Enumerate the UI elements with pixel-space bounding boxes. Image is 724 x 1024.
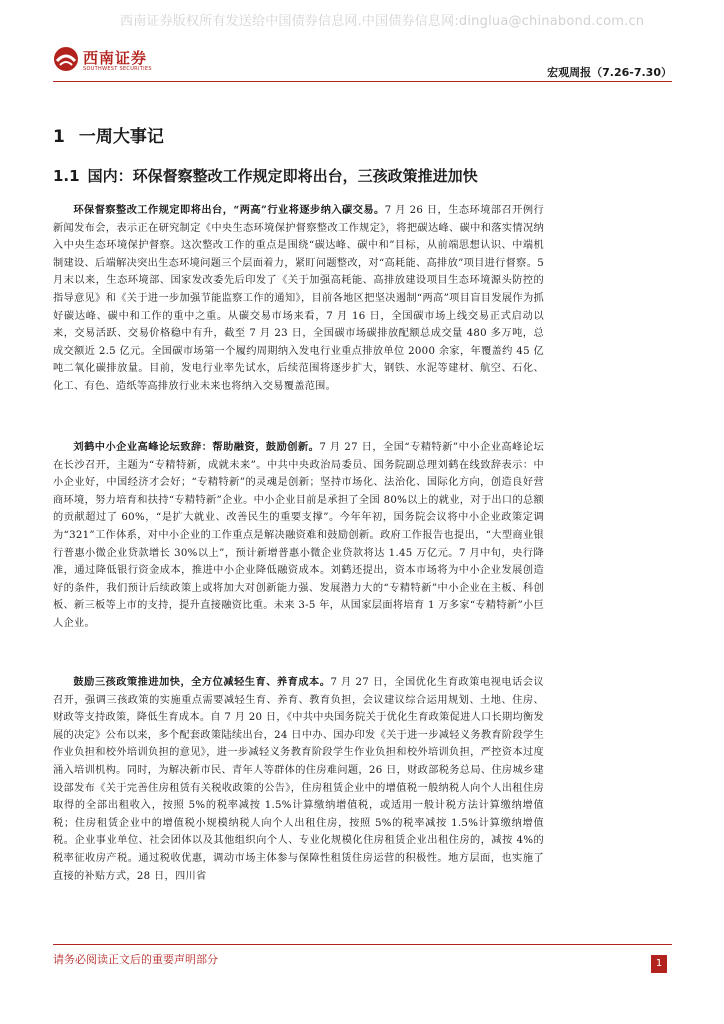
section-title: 一周大事记 bbox=[78, 127, 164, 147]
page-number: 1 bbox=[651, 955, 667, 973]
footer-divider bbox=[53, 944, 672, 945]
paragraph-sme-forum bbox=[53, 439, 544, 633]
brand-logo-icon bbox=[53, 46, 79, 72]
subsection-title: 国内：环保督察整改工作规定即将出台，三孩政策推进加快 bbox=[87, 167, 478, 185]
report-type: 宏观周报（7.26-7.30） bbox=[547, 66, 672, 79]
paragraph-body: 7 月 26 日，生态环境部召开例行新闻发布会，表示正在研究制定《中央生态环境保护督察整改工作规定》，将把碳达峰、碳中和落实情况纳入中央生态环境保护督察。这次整改工作的重点是围绕“碳达峰、碳中和”目标，从前端思想认识、中端机制建设、后端解决突出生态环境问题三个层面着力，紧盯问题整改，对“高耗能、高排放”项目进行督察。5 月末以来，生态环境部、国家发改委先后印发了《关于加强高耗能、高排放建设项目生态环境源头防控的指导意见》和《关于进一步加强节能监察工作的通知》，目前各地区把坚决遏制“两高”项目盲目发展作为抓好碳达峰、碳中和工作的重中之重。从碳交易市场来看，7 月 16 日，全国碳市场上线交易正式启动以来，交易活跃、交易价格稳中有升，截至 7 月 23 日，全国碳市场碳排放配额总成交量 480 多万吨，总成交额近 2.5 亿元。全国碳市场第一个履约周期纳入发电行业重点排放单位 2000 余家，年覆盖约 45 亿吨二氧化碳排放量。目前，发电行业率先试水，后续范围将逐步扩大，钢铁、水泥等建材、航空、石化、化工、有色、造纸等高排放行业未来也将纳入交易覆盖范围。 bbox=[53, 205, 545, 392]
paragraph-lead: 鼓励三孩政策推进加快，全方位减轻生育、养育成本。 bbox=[73, 676, 331, 688]
paragraph-lead: 环保督察整改工作规定即将出台，“两高”行业将逐步纳入碳交易。 bbox=[73, 204, 385, 216]
watermark: 西南证券版权所有发送给中国债券信息网.中国债券信息网:dinglua@chinabond.com.cn bbox=[120, 14, 645, 29]
paragraph-env-inspection bbox=[53, 202, 544, 396]
paragraph-body: 7 月 27 日，全国优化生育政策电视电话会议召开，强调三孩政策的实施重点需要减轻生育、养育、教育负担，会议建议综合运用规划、土地、住房、财政等支持政策，降低生育成本。自 7 月 20 日，《中共中央国务院关于优化生育政策促进人口长期均衡发展的决定》公布以来，多个配套政策陆续出台，24 日中办、国办印发《关于进一步减轻义务教育阶段学生作业负担和校外培训负担的意见》，进一步减轻义务教育阶段学生作业负担和校外培训负担，严控资本过度涌入培训机构。同时，为解决新市民、青年人等群体的住房难问题，26 日，财政部税务总局、住房城乡建设部发布《关于完善住房租赁有关税收政策的公告》，住房租赁企业中的增值税一般纳税人向个人出租住房取得的全部出租收入，按照 5%的税率减按 1.5%计算缴纳增值税，或适用一般计税方法计算缴纳增值税；住房租赁企业中的增值税小规模纳税人向个人出租住房，按照 5%的税率减按 1.5%计算缴纳增值税。企业事业单位、社会团体以及其他组织向个人、专业化规模化住房租赁企业出租住房的，减按 4%的税率征收房产税。通过税收优惠，调动市场主体参与保障性租赁住房运营的积极性。地方层面，也实施了直接的补贴方式，28 日，四川省 bbox=[53, 677, 544, 882]
brand-name-cn: 西南证券 bbox=[83, 49, 148, 67]
paragraph-lead: 刘鹤中小企业高峰论坛致辞：帮助融资，鼓励创新。 bbox=[73, 441, 320, 453]
paragraph-body: 7 月 27 日，全国“专精特新”中小企业高峰论坛在长沙召开，主题为“专精特新，成就未来”。中共中央政治局委员、国务院副总理刘鹤在线致辞表示：中小企业好，中国经济才会好；“专精特新”的灵魂是创新；坚持市场化、法治化、国际化方向，创造良好营商环境，努力培育和扶持“专精特新”企业。中小企业目前是承担了全国 80%以上的就业，对于出口的总额的贡献超过了 60%，“是扩大就业、改善民生的重要支撑”。今年年初，国务院会议将中小企业政策定调为“321”工作体系，对中小企业的工作重点是解决融资难和鼓励创新。政府工作报告也提出，“大型商业银行普惠小微企业贷款增长 30%以上”，预计新增普惠小微企业贷款将达 1.45 万亿元。7 月中旬，央行降准，通过降低银行资金成本，推进中小企业降低融资成本。刘鹤还提出，资本市场将为中小企业发展创造好的条件，我们预计后续政策上或将加大对创新能力强、发展潜力大的“专精特新”中小企业在主板、科创板、新三板等上市的支持，提升直接融资比重。未来 3-5 年，从国家层面将培育 1 万多家“专精特新”小巨人企业。 bbox=[53, 442, 544, 629]
disclaimer-link[interactable]: 请务必阅读正文后的重要声明部分 bbox=[53, 953, 218, 966]
section-heading bbox=[53, 122, 164, 147]
brand-name-en: SOUTHWEST SECURITIES bbox=[83, 66, 152, 72]
section-number: 1 bbox=[53, 127, 65, 147]
brand-logo bbox=[53, 46, 193, 78]
paragraph-three-child-policy bbox=[53, 674, 544, 885]
subsection-number: 1.1 bbox=[53, 167, 80, 185]
header-divider bbox=[53, 81, 672, 82]
subsection-heading bbox=[53, 165, 478, 186]
